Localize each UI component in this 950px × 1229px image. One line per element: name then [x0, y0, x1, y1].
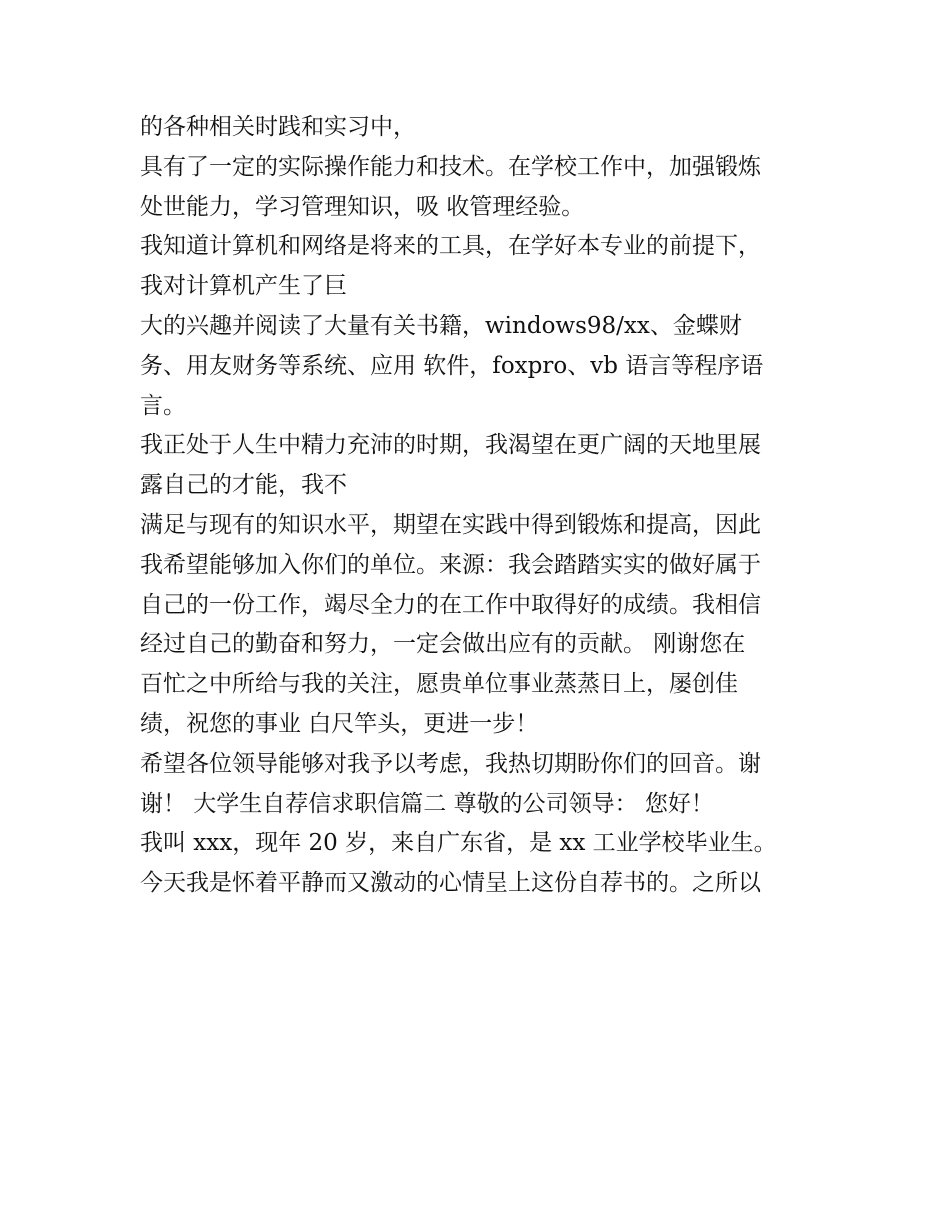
text-line: 务、用友财务等系统、应用 软件，foxpro、vb 语言等程序语	[140, 352, 764, 379]
text-line: 我知道计算机和网络是将来的工具，在学好本专业的前提下，	[140, 233, 761, 260]
text-line: 自己的一份工作，竭尽全力的在工作中取得好的成绩。我相信	[140, 591, 761, 618]
text-line: 具有了一定的实际操作能力和技术。在学校工作中，加强锻炼	[140, 153, 761, 180]
text-line: 谢！ 大学生自荐信求职信篇二 尊敬的公司领导： 您好！	[140, 790, 714, 817]
text-line: 希望各位领导能够对我予以考虑，我热切期盼你们的回音。谢	[140, 750, 761, 777]
text-line: 我正处于人生中精力充沛的时期，我渴望在更广阔的天地里展	[140, 432, 761, 459]
text-line: 言。	[140, 392, 186, 419]
text-line: 满足与现有的知识水平，期望在实践中得到锻炼和提高，因此	[140, 511, 761, 538]
text-line: 露自己的才能，我不	[140, 472, 347, 499]
text-line: 经过自己的勤奋和努力，一定会做出应有的贡献。 刚谢您在	[140, 631, 746, 658]
text-line: 我叫 xxx，现年 20 岁，来自广东省，是 xx 工业学校毕业生。	[140, 830, 777, 857]
document-body	[140, 108, 840, 904]
text-line: 大的兴趣并阅读了大量有关书籍，windows98/xx、金蝶财	[140, 312, 742, 339]
text-line: 我对计算机产生了巨	[140, 273, 347, 300]
text-line: 的各种相关时践和实习中，	[140, 114, 416, 140]
text-line: 百忙之中所给与我的关注，愿贵单位事业蒸蒸日上，屡创佳	[140, 671, 738, 698]
text-line: 我希望能够加入你们的单位。来源：我会踏踏实实的做好属于	[140, 551, 761, 578]
text-line: 处世能力，学习管理知识，吸 收管理经验。	[140, 193, 585, 220]
text-line: 绩，祝您的事业 白尺竿头，更进一步！	[140, 710, 539, 737]
text-line: 今天我是怀着平静而又激动的心情呈上这份自荐书的。之所以	[140, 870, 761, 897]
